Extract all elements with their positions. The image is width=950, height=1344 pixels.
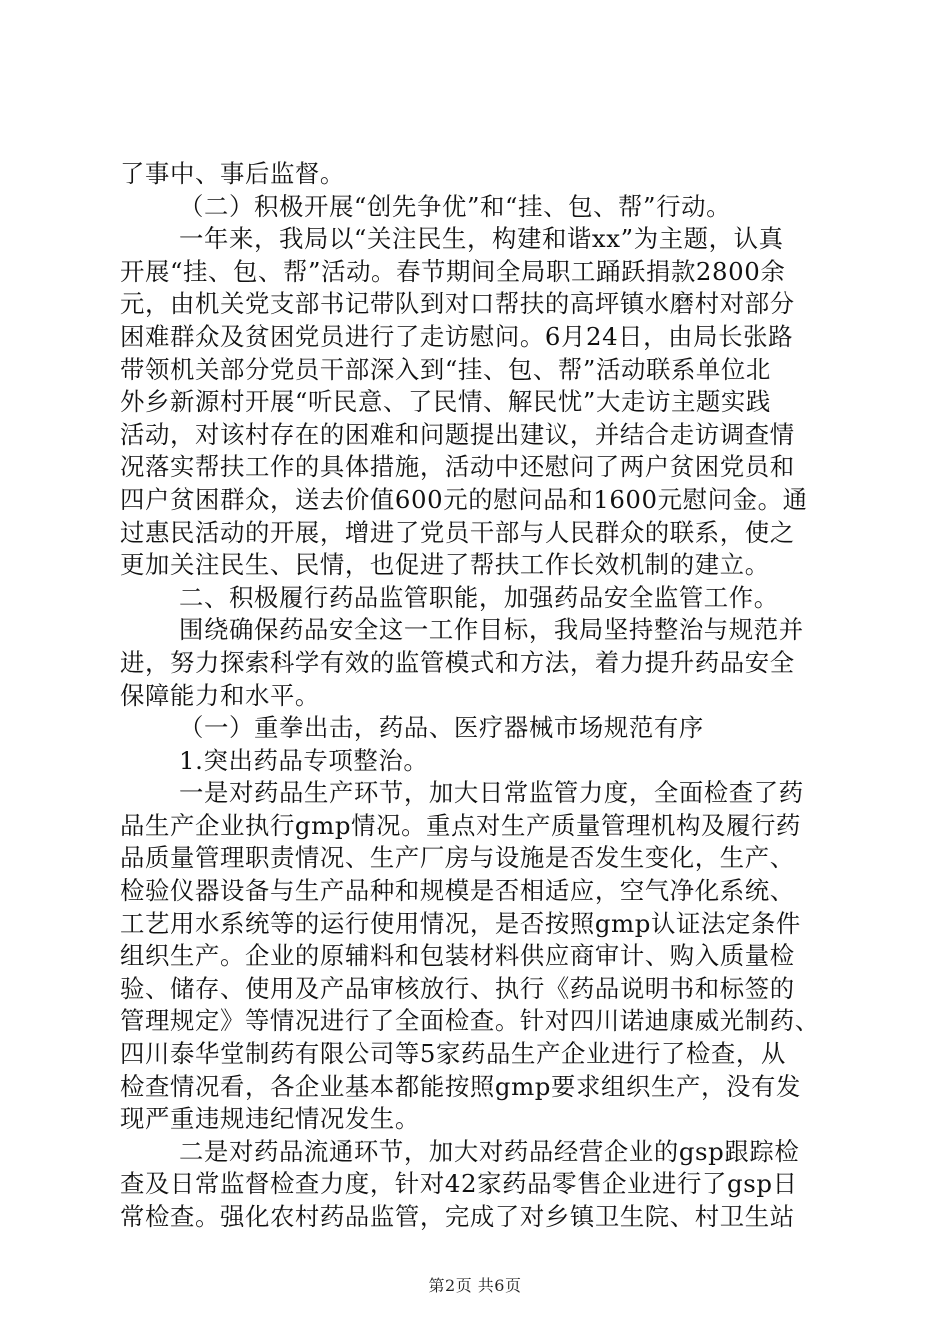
text-line: 更加关注民生、民情，也促进了帮扶工作长效机制的建立。 (120, 550, 770, 580)
text-line: 困难群众及贫困党员进行了走访慰问。6月24日，由局长张路 (120, 321, 794, 351)
text-line: 进，努力探索科学有效的监管模式和方法，着力提升药品安全 (120, 647, 795, 677)
text-line: 一年来，我局以“关注民生，构建和谐xx”为主题，认真 (179, 224, 784, 254)
text-line: （二）积极开展“创先争优”和“挂、包、帮”行动。 (179, 191, 732, 221)
page-footer: 第2页 共6页 (428, 1276, 522, 1295)
text-line: 外乡新源村开展“听民意、了民情、解民忧”大走访主题实践 (120, 387, 771, 417)
text-line: 常检查。强化农村药品监管，完成了对乡镇卫生院、村卫生站 (120, 1202, 795, 1231)
text-line: 检查情况看，各企业基本都能按照gmp要求组织生产，没有发 (120, 1071, 801, 1101)
text-line: 保障能力和水平。 (120, 680, 320, 710)
text-line: 四川泰华堂制药有限公司等5家药品生产企业进行了检查，从 (120, 1039, 786, 1069)
text-line: 1.突出药品专项整治。 (179, 745, 429, 775)
text-line: 管理规定》等情况进行了全面检查。针对四川诺迪康威光制药、 (120, 1006, 820, 1036)
text-line: 品生产企业执行gmp情况。重点对生产质量管理机构及履行药 (120, 810, 801, 840)
text-line: 品质量管理职责情况、生产厂房与设施是否发生变化，生产、 (120, 843, 795, 873)
text-line: 组织生产。企业的原辅料和包装材料供应商审计、购入质量检 (120, 941, 795, 971)
text-line: 现严重违规违纪情况发生。 (120, 1104, 420, 1134)
text-line: 四户贫困群众，送去价值600元的慰问品和1600元慰问金。通 (120, 484, 808, 514)
text-line: 开展“挂、包、帮”活动。春节期间全局职工踊跃捐款2800余 (120, 256, 786, 286)
text-line: 查及日常监督检查力度，针对42家药品零售企业进行了gsp日 (120, 1169, 798, 1199)
text-line: 况落实帮扶工作的具体措施，活动中还慰问了两户贫困党员和 (120, 452, 795, 482)
text-line: 验、储存、使用及产品审核放行、执行《药品说明书和标签的 (120, 973, 795, 1003)
text-line: 二、积极履行药品监管职能，加强药品安全监管工作。 (179, 582, 779, 612)
document-body (120, 158, 840, 1234)
text-line: 二是对药品流通环节，加大对药品经营企业的gsp跟踪检 (179, 1136, 800, 1166)
text-line: （一）重拳出击，药品、医疗器械市场规范有序 (179, 713, 704, 743)
text-line: 活动，对该村存在的困难和问题提出建议，并结合走访调查情 (120, 419, 795, 449)
text-line: 带领机关部分党员干部深入到“挂、包、帮”活动联系单位北 (120, 354, 771, 384)
text-line: 工艺用水系统等的运行使用情况，是否按照gmp认证法定条件 (120, 908, 801, 938)
text-line: 过惠民活动的开展，增进了党员干部与人民群众的联系，使之 (120, 517, 795, 547)
text-line: 了事中、事后监督。 (120, 159, 345, 188)
text-line: 围绕确保药品安全这一工作目标，我局坚持整治与规范并 (179, 615, 804, 645)
text-line: 检验仪器设备与生产品种和规模是否相适应，空气净化系统、 (120, 876, 795, 906)
text-line: 一是对药品生产环节，加大日常监管力度，全面检查了药 (179, 778, 804, 808)
text-line: 元，由机关党支部书记带队到对口帮扶的高坪镇水磨村对部分 (120, 289, 795, 319)
